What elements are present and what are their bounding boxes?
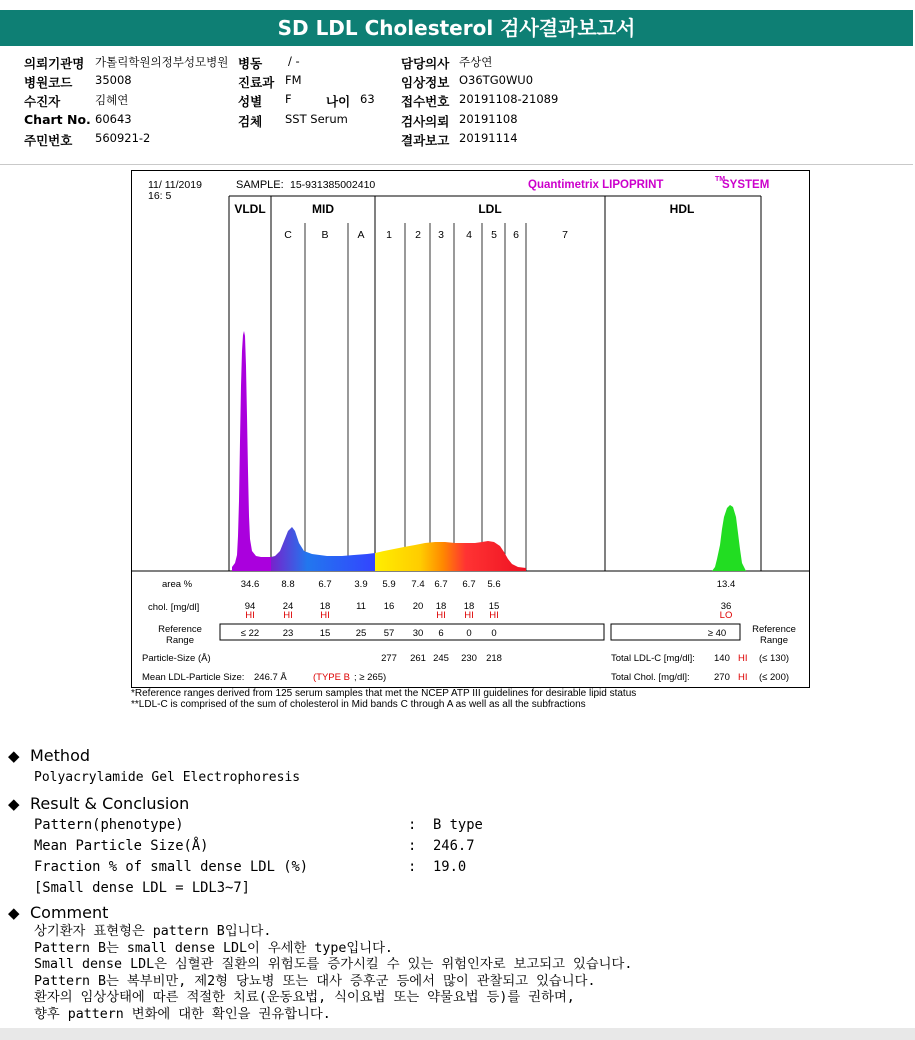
particle-size-value: 218	[486, 653, 502, 664]
ref-value: 0	[466, 628, 472, 639]
footnote: **LDL-C is comprised of the sum of cholesterol in Mid bands C through A as well as all the subfractions	[131, 699, 586, 710]
ref-value: 30	[412, 628, 424, 639]
ref-value: 6	[438, 628, 444, 639]
diamond-icon: ◆	[8, 795, 20, 813]
report-date: 11/ 11/2019	[148, 179, 202, 191]
method-heading	[8, 744, 908, 767]
info-row	[0, 131, 913, 150]
info-value: 20191108-21089	[459, 92, 559, 106]
method-title: Method	[30, 746, 91, 765]
comment-line: 환자의 임상상태에 따른 적절한 치료(운동요법, 식이요법 또는 약물요법 등)를 권하며,	[34, 990, 575, 1005]
result-note-text: [Small dense LDL = LDL3~7]	[34, 880, 250, 896]
diamond-icon: ◆	[8, 747, 20, 765]
particle-size-label: Particle-Size (Å)	[142, 653, 211, 664]
result-value: 19.0	[433, 859, 467, 875]
mean-size-type: (TYPE B	[313, 672, 350, 683]
brand-tm: TM	[715, 176, 726, 183]
band-label-ldl1: 1	[386, 229, 392, 241]
chol-flag: HI	[464, 610, 474, 621]
info-row	[0, 92, 913, 111]
chol-flag: HI	[245, 610, 255, 621]
result-heading	[8, 792, 908, 815]
info-value: 가톨릭학원의정부성모병원	[95, 55, 229, 69]
ref-label-1: Reference	[158, 624, 202, 635]
mean-size-label: Mean LDL-Particle Size:	[142, 672, 245, 683]
band-label-ldl6: 6	[513, 229, 519, 241]
ldl-peak	[375, 541, 526, 571]
chol-flag: HI	[320, 610, 330, 621]
chol-flag: LO	[719, 610, 733, 621]
info-row	[0, 54, 913, 73]
info-value: 560921-2	[95, 131, 151, 145]
group-label-mid: MID	[312, 202, 334, 216]
band-label-ldl4: 4	[466, 229, 472, 241]
ref-value: 23	[282, 628, 294, 639]
mean-size-ref: ; ≥ 265)	[354, 672, 387, 683]
comment-title: Comment	[30, 903, 109, 922]
ref-value: ≥ 40	[707, 628, 727, 639]
info-label: 진료과	[238, 75, 275, 90]
group-label-vldl: VLDL	[234, 202, 266, 216]
comment-line: 향후 pattern 변화에 대한 확인을 권유합니다.	[34, 1006, 331, 1022]
mid-peak	[271, 527, 375, 571]
result-row	[8, 836, 908, 857]
ref-value: 0	[491, 628, 497, 639]
result-row	[8, 815, 908, 836]
info-label: 검체	[238, 114, 263, 129]
band-label-ldl5: 5	[491, 229, 497, 241]
chol-value: 94	[244, 601, 256, 612]
info-value: 35008	[95, 73, 132, 87]
area-value: 13.4	[716, 579, 736, 590]
area-value: 8.8	[281, 579, 295, 590]
chol-value: 24	[282, 601, 294, 612]
particle-size-value: 261	[410, 653, 426, 664]
info-row	[0, 112, 913, 131]
comment-line: Pattern B는 small dense LDL이 우세한 type입니다.	[34, 940, 393, 956]
total-chol-value: 270	[714, 672, 730, 683]
total-chol-label: Total Chol. [mg/dl]:	[611, 672, 690, 683]
info-value: SST Serum	[285, 112, 348, 126]
comment-line: Pattern B는 복부비만, 제2형 당뇨병 또는 대사 증후군 등에서 많이 관찰되고 있습니다.	[34, 973, 596, 989]
area-value: 3.9	[354, 579, 368, 590]
info-value: 김혜연	[95, 93, 129, 107]
chol-value: 36	[720, 601, 732, 612]
area-value: 6.7	[434, 579, 448, 590]
ref-value: 25	[355, 628, 367, 639]
chol-flag: HI	[283, 610, 293, 621]
result-key: Mean Particle Size(Å)	[34, 838, 209, 854]
comment-line: Small dense LDL은 심혈관 질환의 위험도를 증가시킬 수 있는 위험인자로 보고되고 있습니다.	[34, 957, 633, 972]
method-text: Polyacrylamide Gel Electrophoresis	[34, 770, 301, 785]
info-label: 병원코드	[24, 75, 73, 90]
particle-size-value: 245	[433, 653, 449, 664]
sample-label: SAMPLE:	[236, 179, 284, 191]
info-value: 60643	[95, 112, 132, 126]
band-label-mid-c: C	[284, 229, 292, 241]
info-label: 결과보고	[401, 133, 450, 148]
bottom-bar	[0, 1028, 915, 1040]
total-ldl-label: Total LDL-C [mg/dl]:	[611, 653, 695, 664]
result-value: 246.7	[433, 838, 475, 854]
particle-size-value: 277	[381, 653, 397, 664]
chol-value: 11	[356, 601, 366, 612]
result-row	[8, 857, 908, 878]
age-label: 나이	[326, 94, 351, 109]
band-label-ldl2: 2	[415, 229, 421, 241]
group-label-hdl: HDL	[669, 202, 695, 216]
chol-value: 18	[319, 601, 331, 612]
brand-name: Quantimetrix LIPOPRINT	[528, 179, 664, 191]
area-label: area %	[162, 579, 193, 590]
diamond-icon: ◆	[8, 904, 20, 922]
band-label-ldl3: 3	[438, 229, 444, 241]
info-value: F	[285, 92, 292, 106]
result-title: Result & Conclusion	[30, 794, 190, 813]
result-colon: :	[408, 838, 417, 854]
total-ldl-value: 140	[714, 653, 730, 664]
lipoprint-report	[131, 170, 810, 688]
comment-line: 상기환자 표현형은 pattern B입니다.	[34, 924, 272, 939]
group-label-ldl: LDL	[478, 202, 502, 216]
patient-info	[0, 52, 913, 165]
chol-label: chol. [mg/dl]	[148, 602, 200, 613]
area-value: 5.6	[487, 579, 501, 590]
info-value: 주상연	[459, 55, 493, 69]
info-value: / -	[288, 54, 300, 68]
footnotes	[131, 688, 831, 710]
result-colon: :	[408, 817, 417, 833]
chol-value: 18	[435, 601, 447, 612]
total-chol-flag: HI	[738, 672, 748, 683]
result-colon: :	[408, 859, 417, 875]
chol-value: 16	[383, 601, 395, 612]
result-note	[8, 878, 908, 899]
band-label-mid-a: A	[357, 229, 365, 241]
result-key: Fraction % of small dense LDL (%)	[34, 859, 309, 875]
lipoprint-svg	[132, 171, 809, 687]
info-value: 20191108	[459, 112, 518, 126]
result-key: Pattern(phenotype)	[34, 817, 184, 833]
brand-suffix: SYSTEM	[722, 179, 770, 191]
mean-size-value: 246.7 Å	[254, 672, 287, 683]
area-value: 6.7	[318, 579, 332, 590]
age-value: 63	[360, 92, 375, 106]
table-values	[241, 579, 736, 664]
ref-right-label-1: Reference	[752, 624, 796, 635]
total-chol-ref: (≤ 200)	[759, 672, 790, 683]
ref-value: 57	[383, 628, 395, 639]
particle-size-value: 230	[461, 653, 477, 664]
info-label: 병동	[238, 56, 263, 71]
info-value: O36TG0WU0	[459, 73, 534, 87]
result-value: B type	[433, 817, 483, 833]
info-value: 20191114	[459, 131, 518, 145]
info-label: 성별	[238, 94, 263, 109]
band-label-ldl7: 7	[562, 229, 568, 241]
vldl-peak	[232, 331, 271, 571]
chol-value: 18	[463, 601, 475, 612]
chol-value: 15	[488, 601, 500, 612]
info-label: 의뢰기관명	[24, 56, 85, 71]
info-label: 접수번호	[401, 94, 450, 109]
info-value: FM	[285, 73, 302, 87]
info-label: 검사의뢰	[401, 114, 450, 129]
area-value: 6.7	[462, 579, 476, 590]
info-row	[0, 73, 913, 92]
hdl-peak	[712, 505, 746, 571]
info-label: 주민번호	[24, 133, 73, 148]
area-value: 7.4	[411, 579, 425, 590]
ref-value: ≤ 22	[240, 628, 260, 639]
chol-value: 20	[412, 601, 424, 612]
info-label: 임상정보	[401, 75, 450, 90]
ref-right-label-2: Range	[760, 635, 788, 646]
report-time: 16: 5	[148, 190, 172, 202]
chol-flag: HI	[436, 610, 446, 621]
area-value: 34.6	[240, 579, 260, 590]
band-label-mid-b: B	[321, 229, 329, 241]
chol-flag: HI	[489, 610, 499, 621]
report-title: SD LDL Cholesterol 검사결과보고서	[0, 10, 913, 46]
ref-label-2: Range	[166, 635, 194, 646]
info-label: 담당의사	[401, 56, 450, 71]
sample-id: 15-931385002410	[290, 179, 376, 191]
info-label: 수진자	[24, 94, 61, 109]
footnote: *Reference ranges derived from 125 serum samples that met the NCEP ATP III guidelines for desirable lipid status	[131, 688, 637, 699]
result-sections	[8, 744, 908, 1023]
total-ldl-ref: (≤ 130)	[759, 653, 790, 664]
ref-value: 15	[319, 628, 331, 639]
comment-heading	[8, 901, 908, 924]
area-value: 5.9	[382, 579, 396, 590]
info-label: Chart No.	[24, 112, 91, 127]
total-ldl-flag: HI	[738, 653, 748, 664]
